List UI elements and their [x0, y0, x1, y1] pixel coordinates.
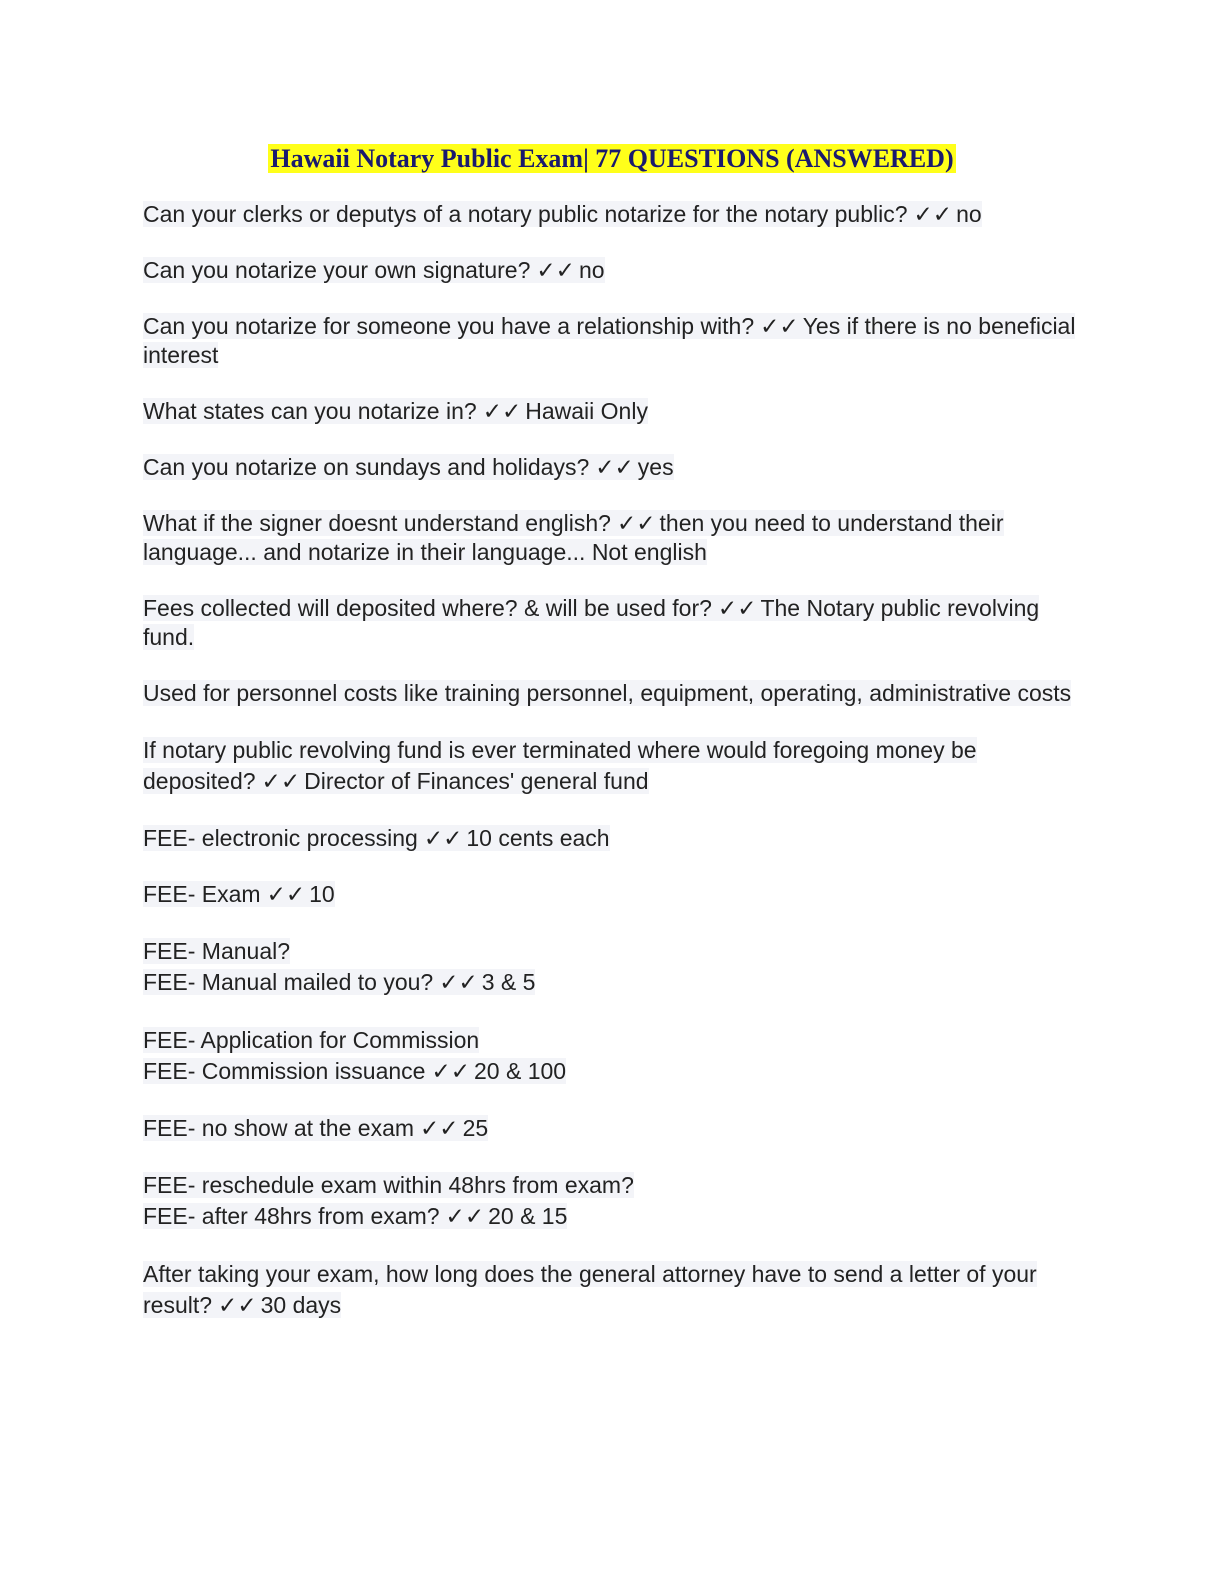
- qa-text: [143, 201, 982, 227]
- answer-text: 3 & 5: [481, 969, 536, 995]
- answer-text: 10: [309, 881, 335, 907]
- question-text: Can you notarize your own signature?: [143, 257, 531, 283]
- qa-item: [143, 200, 1083, 229]
- qa-item: [143, 735, 1083, 797]
- question-text: Can you notarize on sundays and holidays?: [143, 454, 590, 480]
- qa-text: [143, 1261, 1037, 1318]
- qa-text: [143, 313, 1075, 368]
- check-mark-icon: ✓✓: [536, 257, 575, 283]
- check-mark-icon: ✓✓: [218, 1292, 257, 1318]
- check-mark-icon: ✓✓: [616, 510, 656, 536]
- answer-text: 25: [462, 1115, 489, 1141]
- qa-line: [143, 1201, 1083, 1232]
- question-text: What if the signer doesnt understand english?: [143, 510, 611, 536]
- question-text: Can you notarize for someone you have a relationship with?: [143, 313, 755, 339]
- question-text: FEE- no show at the exam: [143, 1115, 415, 1141]
- qa-text: [143, 1115, 488, 1141]
- qa-line: [143, 1056, 1083, 1087]
- qa-text: [143, 398, 648, 424]
- qa-text: [143, 881, 335, 907]
- qa-text: [143, 1203, 567, 1229]
- qa-item: [143, 1025, 1083, 1087]
- qa-text: [143, 737, 977, 794]
- qa-text: [143, 257, 605, 283]
- check-mark-icon: ✓✓: [445, 1203, 485, 1229]
- qa-item: [143, 1114, 1083, 1143]
- qa-item: [143, 453, 1083, 482]
- qa-text: [143, 595, 1039, 650]
- question-text: FEE- Exam: [143, 881, 261, 907]
- question-text: If notary public revolving fund is ever terminated where would foregoing money be deposited?: [143, 737, 977, 794]
- question-text: FEE- Manual?: [143, 938, 291, 964]
- answer-text: no: [956, 201, 982, 227]
- question-text: FEE- Commission issuance: [143, 1058, 426, 1084]
- qa-text: [143, 454, 674, 480]
- qa-line: [143, 936, 1083, 967]
- qa-item: [143, 509, 1083, 567]
- question-text: Fees collected will deposited where? & will be used for?: [143, 595, 712, 621]
- check-mark-icon: ✓✓: [913, 201, 953, 227]
- check-mark-icon: ✓✓: [420, 1115, 459, 1141]
- check-mark-icon: ✓✓: [439, 969, 478, 995]
- question-text: FEE- after 48hrs from exam?: [143, 1203, 440, 1229]
- qa-item: [143, 936, 1083, 998]
- check-mark-icon: ✓✓: [261, 768, 301, 794]
- answer-text: 20 & 15: [488, 1203, 568, 1229]
- answer-text: 30 days: [260, 1292, 342, 1318]
- answer-text: Hawaii Only: [525, 398, 648, 424]
- plain-text: Used for personnel costs like training personnel, equipment, operating, administrative costs: [143, 680, 1072, 706]
- check-mark-icon: ✓✓: [482, 398, 522, 424]
- qa-line: [143, 1025, 1083, 1056]
- question-text: What states can you notarize in?: [143, 398, 477, 424]
- answer-text: then you need to understand their language... and notarize in their language... Not english: [143, 510, 1004, 565]
- answer-text: no: [578, 257, 605, 283]
- document-title-text: Hawaii Notary Public Exam| 77 QUESTIONS (ANSWERED): [270, 144, 954, 173]
- question-text: FEE- reschedule exam within 48hrs from exam?: [143, 1172, 634, 1198]
- answer-text: 20 & 100: [474, 1058, 567, 1084]
- qa-text: [143, 510, 1004, 565]
- check-mark-icon: ✓✓: [431, 1058, 471, 1084]
- check-mark-icon: ✓✓: [266, 881, 306, 907]
- qa-item: [143, 256, 1083, 285]
- qa-item: [143, 1170, 1083, 1232]
- qa-item: [143, 397, 1083, 426]
- qa-item: [143, 880, 1083, 909]
- answer-text: 10 cents each: [466, 825, 610, 851]
- check-mark-icon: ✓✓: [423, 825, 463, 851]
- question-text: FEE- Manual mailed to you?: [143, 969, 434, 995]
- question-text: FEE- Application for Commission: [143, 1027, 480, 1053]
- qa-item: [143, 824, 1083, 853]
- qa-item: [143, 679, 1083, 708]
- answer-text: Yes if there is no beneficial interest: [143, 313, 1076, 368]
- document-title: [0, 141, 1224, 177]
- qa-text: [143, 825, 610, 851]
- question-text: FEE- electronic processing: [143, 825, 418, 851]
- qa-item: [143, 312, 1083, 370]
- qa-line: [143, 967, 1083, 998]
- answer-text: Director of Finances' general fund: [304, 768, 649, 794]
- answer-text: The Notary public revolving fund.: [143, 595, 1040, 650]
- qa-text: [143, 1058, 566, 1084]
- qa-item: [143, 594, 1083, 652]
- qa-list: [143, 200, 1083, 1348]
- qa-line: [143, 1170, 1083, 1201]
- question-text: Can your clerks or deputys of a notary public notarize for the notary public?: [143, 201, 908, 227]
- qa-item: [143, 1259, 1083, 1321]
- question-text: After taking your exam, how long does the general attorney have to send a letter of your result?: [143, 1261, 1037, 1318]
- check-mark-icon: ✓✓: [595, 454, 634, 480]
- check-mark-icon: ✓✓: [717, 595, 757, 621]
- qa-text: [143, 969, 535, 995]
- answer-text: yes: [637, 454, 674, 480]
- check-mark-icon: ✓✓: [760, 313, 799, 339]
